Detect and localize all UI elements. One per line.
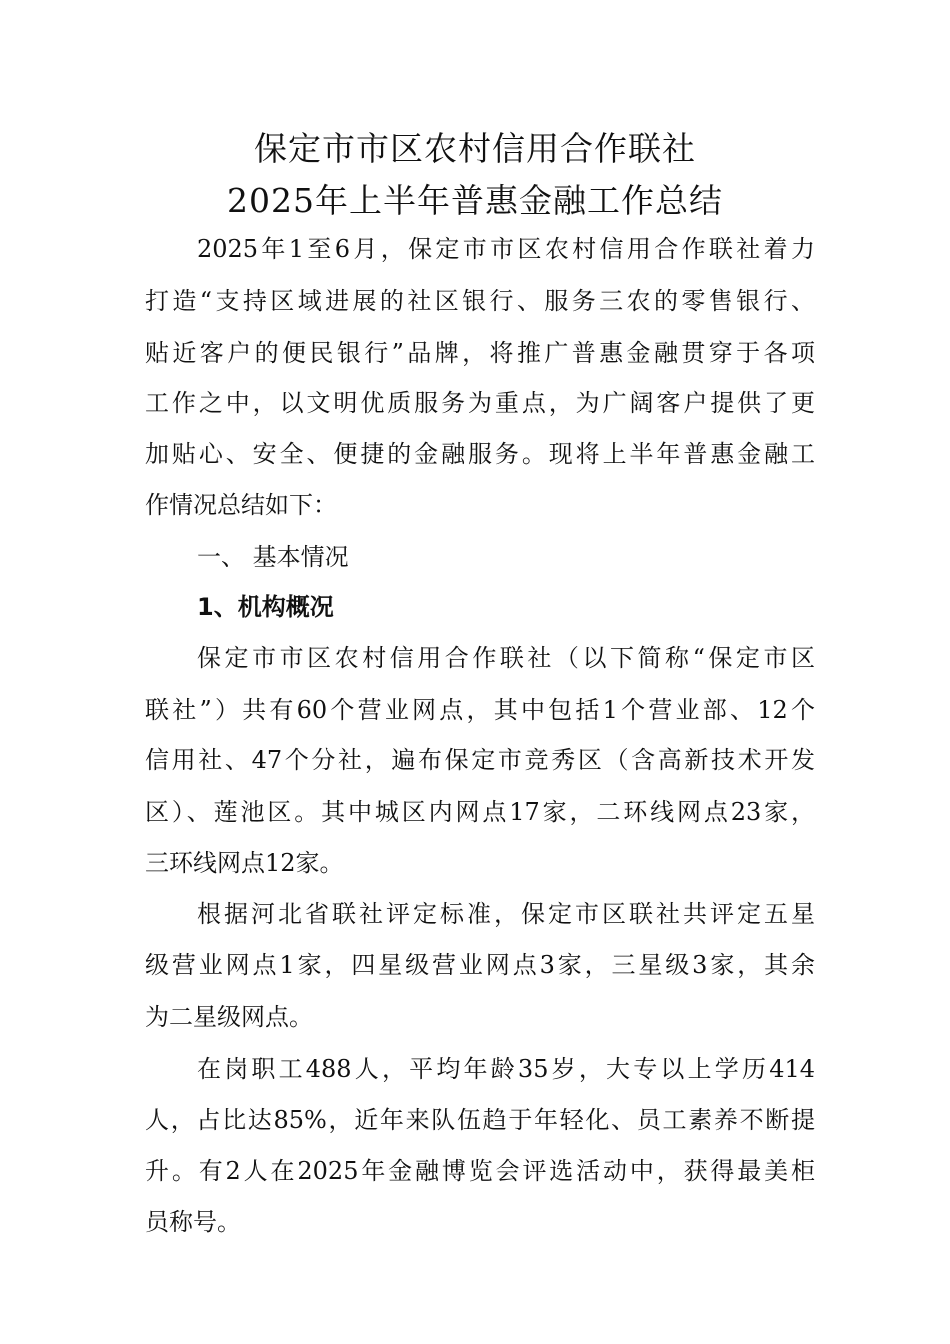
paragraph-line: 保定市市区农村信用合作联社（以下简称“保定市区 [197, 644, 815, 672]
document-title-line-1: 保定市市区农村信用合作联社 [254, 129, 696, 168]
paragraph-line: 人，占比达85%，近年来队伍趋于年轻化、员工素养不断提 [145, 1106, 815, 1134]
intro-line: 打造“支持区域进展的社区银行、服务三农的零售银行、 [145, 287, 815, 315]
paragraph-line: 升。有2人在2025年金融博览会评选活动中，获得最美柜 [145, 1157, 815, 1185]
paragraph-line: 员称号。 [145, 1208, 241, 1236]
paragraph-line: 信用社、47个分社，遍布保定市竞秀区（含高新技术开发 [145, 746, 815, 774]
paragraph-line: 区）、莲池区。其中城区内网点17家，二环线网点23家， [145, 798, 815, 826]
document-title-line-2: 2025年上半年普惠金融工作总结 [227, 181, 723, 220]
intro-line: 贴近客户的便民银行”品牌，将推广普惠金融贯穿于各项 [145, 339, 815, 367]
subsection-heading: 1、机构概况 [197, 593, 334, 621]
intro-line: 2025年1至6月，保定市市区农村信用合作联社着力 [197, 235, 815, 263]
section-heading: 一、 基本情况 [197, 543, 349, 571]
intro-line: 工作之中，以文明优质服务为重点，为广阔客户提供了更 [145, 389, 815, 417]
paragraph-line: 级营业网点1家，四星级营业网点3家，三星级3家，其余 [145, 951, 815, 979]
intro-line: 加贴心、安全、便捷的金融服务。现将上半年普惠金融工 [145, 440, 815, 468]
paragraph-line: 三环线网点12家。 [145, 849, 344, 877]
paragraph-line: 联社”）共有60个营业网点，其中包括1个营业部、12个 [145, 696, 815, 724]
paragraph-line: 为二星级网点。 [145, 1003, 313, 1031]
paragraph-line: 在岗职工488人，平均年龄35岁，大专以上学历414 [197, 1055, 815, 1083]
paragraph-line: 根据河北省联社评定标准，保定市区联社共评定五星 [197, 900, 815, 928]
intro-line: 作情况总结如下： [145, 491, 337, 519]
